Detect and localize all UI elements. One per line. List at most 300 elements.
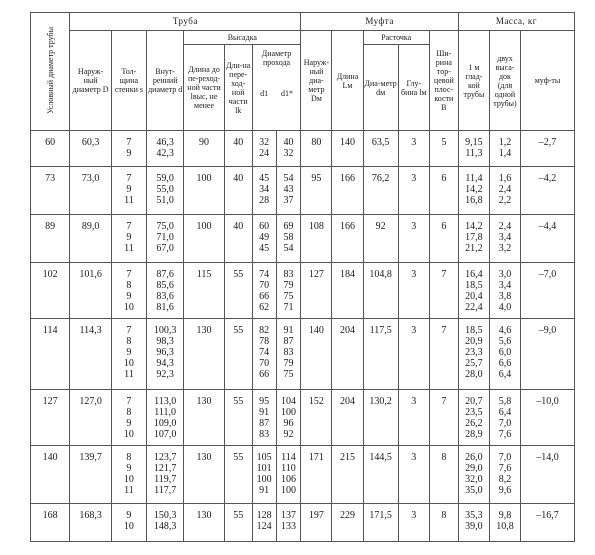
cell-value: 114 [42, 325, 58, 337]
cell-value: 3,8 [498, 291, 512, 303]
header-outer-diameter: Наруж-ный диаметр D [70, 31, 111, 131]
cell-lm [398, 503, 429, 541]
cell-value: 100 [280, 406, 296, 418]
cell-value: 3 [411, 451, 417, 463]
cell-value: 7,6 [498, 428, 512, 440]
cell-value: 26,2 [465, 417, 483, 429]
cell-d [147, 131, 184, 167]
cell-s [111, 445, 146, 503]
cell-value: 166 [339, 173, 355, 185]
cell-m2 [489, 263, 520, 319]
cell-d [147, 503, 184, 541]
cell-l2 [224, 445, 252, 503]
cell-d1s [276, 131, 301, 167]
cell-m3 [521, 215, 575, 263]
cell-value: 89 [45, 221, 56, 233]
cell-d1 [252, 389, 276, 445]
cell-value: 42,3 [156, 148, 174, 159]
cell-value: 40 [283, 137, 294, 148]
header-recess: Расточка [363, 31, 429, 45]
cell-value: 21,2 [465, 243, 483, 255]
cell-value: 9 [126, 232, 132, 244]
cell-value: 140 [339, 137, 355, 148]
cell-d [147, 167, 184, 215]
cell-value: –4,4 [538, 221, 557, 233]
cell-value: 69 [283, 221, 294, 233]
cell-value: 28 [259, 195, 270, 207]
cell-value: 9 [126, 184, 132, 196]
cell-value: 3 [411, 395, 417, 407]
cell-value: 117,7 [154, 484, 177, 496]
cell-value: 130 [196, 325, 212, 337]
cell-l2 [224, 503, 252, 541]
cell-value: 9 [126, 462, 132, 474]
table-row [31, 263, 575, 319]
cell-D [70, 263, 111, 319]
cell-value: 10 [123, 428, 134, 440]
cell-D [70, 389, 111, 445]
cell-m2 [489, 131, 520, 167]
cell-value: –4,2 [538, 173, 557, 185]
cell-value: 109,0 [153, 417, 177, 429]
cell-value: 100 [280, 484, 296, 496]
cell-value: 83 [283, 269, 294, 281]
cell-B [429, 215, 458, 263]
header-bore-diameter: Диаметр прохода d1 d1* [252, 45, 301, 131]
cell-value: 25,7 [465, 358, 483, 370]
table-body [31, 131, 575, 542]
cell-d [147, 389, 184, 445]
cell-value: 101,6 [79, 269, 102, 281]
cell-l1 [184, 503, 224, 541]
header-upset: Высадка [184, 31, 301, 45]
cell-value: 3,0 [498, 269, 512, 281]
cell-value: 3,2 [498, 243, 512, 255]
cell-value: 10 [123, 520, 134, 532]
cell-value: 60,3 [81, 137, 100, 148]
cell-dm [363, 445, 398, 503]
cell-m1 [458, 389, 489, 445]
cell-value: 2,2 [498, 195, 512, 207]
cell-value: 35,3 [465, 509, 483, 521]
cell-value: 144,5 [369, 451, 392, 463]
table-row [31, 389, 575, 445]
cell-value: 9 [126, 291, 132, 303]
cell-value: 54 [283, 243, 294, 255]
cell-d [147, 263, 184, 319]
cell-value: 10 [123, 302, 134, 314]
cell-value: 60 [45, 137, 56, 148]
cell-value: 96 [283, 417, 294, 429]
cell-value: –16,7 [536, 509, 559, 521]
cell-value: 108 [308, 221, 324, 233]
cell-value: 8 [126, 280, 132, 292]
cell-value: 5,6 [498, 336, 512, 348]
cell-m3 [521, 389, 575, 445]
cell-value: 85,6 [156, 280, 174, 292]
cell-value: 127 [308, 269, 324, 281]
cell-value: 55 [233, 269, 244, 281]
cell-value: 87 [259, 417, 270, 429]
cell-value: 17,8 [465, 232, 483, 244]
cell-value: 7,0 [498, 417, 512, 429]
cell-value: 11 [124, 243, 134, 255]
cell-l2 [224, 263, 252, 319]
cell-value: 55 [233, 395, 244, 407]
cell-lm [398, 445, 429, 503]
cell-value: –14,0 [536, 451, 559, 463]
cell-value: 5 [441, 137, 447, 148]
cell-Dm [301, 215, 332, 263]
cell-value: 171,5 [369, 509, 392, 521]
cell-value: 137 [280, 509, 296, 521]
cell-value: 75,0 [156, 221, 174, 233]
cell-value: 171 [308, 451, 324, 463]
cell-d1 [252, 445, 276, 503]
cell-m3 [521, 263, 575, 319]
cell-d1s [276, 319, 301, 389]
cell-value: 74 [259, 347, 270, 359]
cell-value: 76,2 [371, 173, 390, 185]
cell-value: 7 [441, 325, 447, 337]
header-d1: d1 [260, 89, 269, 98]
cell-value: 55 [233, 509, 244, 521]
cell-value: 4,0 [498, 302, 512, 314]
cell-value: 10 [123, 358, 134, 370]
cell-value: 40 [233, 221, 244, 233]
cell-value: 127 [42, 395, 58, 407]
cell-value: 148,3 [153, 520, 177, 532]
cell-value: 130,2 [369, 395, 392, 407]
cell-value: 55,0 [156, 184, 174, 196]
cell-d1 [252, 319, 276, 389]
cell-value: 111,0 [154, 406, 177, 418]
cell-d1s [276, 263, 301, 319]
cell-value: 128 [256, 509, 272, 521]
cell-value: 54 [283, 173, 294, 185]
cell-l2 [224, 167, 252, 215]
header-d1-star: d1* [280, 89, 293, 98]
cell-value: 32,0 [465, 473, 483, 485]
cell-value: 5,8 [498, 395, 512, 407]
cell-value: 110 [281, 462, 296, 474]
cell-value: 114 [281, 451, 296, 463]
cell-value: 152 [308, 395, 324, 407]
cell-value: 55 [233, 451, 244, 463]
cell-m3 [521, 167, 575, 215]
cell-value: 6 [441, 173, 447, 185]
cell-value: 59,0 [156, 173, 174, 185]
cell-value: 78 [259, 336, 270, 348]
cell-Lm [332, 263, 363, 319]
cell-value: 63,5 [371, 137, 390, 148]
cell-lm [398, 215, 429, 263]
cell-value: 79 [283, 358, 294, 370]
cell-value: 7 [126, 395, 132, 407]
cell-D [70, 319, 111, 389]
cell-value: 197 [308, 509, 324, 521]
cell-value: 20,9 [465, 336, 483, 348]
cell-value: 10 [123, 473, 134, 485]
cell-value: 91 [283, 325, 294, 337]
cell-value: 71 [283, 302, 294, 314]
cell-value: 18,5 [465, 280, 483, 292]
header-mass: Масса, кг [458, 13, 574, 31]
cell-m3 [521, 131, 575, 167]
cell-value: 113,0 [154, 395, 177, 407]
cell-dm [363, 319, 398, 389]
cell-l1 [184, 263, 224, 319]
cell-value: 91 [259, 484, 270, 496]
cell-value: 121,7 [153, 462, 177, 474]
cell-value: 9 [126, 347, 132, 359]
cell-value: 94,3 [156, 358, 174, 370]
cell-value: 91 [259, 406, 270, 418]
cell-lm [398, 319, 429, 389]
cell-value: 115 [196, 269, 212, 281]
cell-d1 [252, 215, 276, 263]
cell-value: 66 [259, 291, 270, 303]
cell-value: 14,2 [465, 221, 483, 233]
cell-value: 92 [283, 428, 294, 440]
cell-value: 39,0 [465, 520, 483, 532]
cell-value: 7 [126, 269, 132, 281]
cell-D [70, 503, 111, 541]
cell-nom [31, 263, 70, 319]
cell-value: –7,0 [538, 269, 557, 281]
header-face-width: Ши-рина тор-цевой плос-кости B [429, 31, 458, 131]
cell-value: 9 [126, 509, 132, 521]
cell-m2 [489, 389, 520, 445]
cell-value: 46,3 [156, 137, 174, 148]
cell-value: 215 [339, 451, 355, 463]
cell-value: 28,9 [465, 428, 483, 440]
cell-lm [398, 167, 429, 215]
cell-value: 6,0 [498, 347, 512, 359]
cell-B [429, 263, 458, 319]
table-row [31, 319, 575, 389]
cell-value: 9,15 [465, 137, 483, 148]
cell-s [111, 131, 146, 167]
table-row [31, 445, 575, 503]
pipe-dimensions-table [30, 12, 575, 542]
cell-value: 140 [308, 325, 324, 337]
cell-Dm [301, 167, 332, 215]
cell-value: 168,3 [79, 509, 102, 521]
cell-value: 104 [280, 395, 296, 407]
cell-value: 95 [259, 395, 270, 407]
cell-dm [363, 503, 398, 541]
table-row [31, 167, 575, 215]
cell-value: 3 [411, 509, 417, 521]
cell-value: 133 [280, 520, 296, 532]
cell-value: 9,6 [498, 484, 512, 496]
cell-value: 73,0 [81, 173, 100, 185]
cell-m1 [458, 131, 489, 167]
cell-m1 [458, 263, 489, 319]
cell-B [429, 389, 458, 445]
cell-value: 8,2 [498, 473, 512, 485]
cell-value: 96,3 [156, 347, 174, 359]
cell-value: 204 [339, 325, 355, 337]
cell-value: 229 [339, 509, 355, 521]
cell-value: 11,3 [465, 148, 483, 159]
cell-value: 7 [126, 221, 132, 233]
cell-value: 102 [42, 269, 58, 281]
cell-m2 [489, 503, 520, 541]
cell-value: 16,8 [465, 195, 483, 207]
cell-value: 16,4 [465, 269, 483, 281]
cell-lm [398, 263, 429, 319]
cell-value: 22,4 [465, 302, 483, 314]
header-transition-length: Дли-на пере-ход-ной части lk [224, 45, 252, 131]
cell-d1s [276, 503, 301, 541]
cell-value: 51,0 [156, 195, 174, 207]
cell-lm [398, 389, 429, 445]
cell-value: 139,7 [79, 451, 102, 463]
cell-value: 14,2 [465, 184, 483, 196]
header-length-to-transition: Длина до пе-реход-ной части lвыс, не менее [184, 45, 224, 131]
cell-l2 [224, 131, 252, 167]
cell-m1 [458, 215, 489, 263]
cell-d [147, 215, 184, 263]
cell-d [147, 445, 184, 503]
cell-Dm [301, 445, 332, 503]
cell-value: 9 [126, 148, 132, 159]
header-mass-coupling: муф-ты [521, 31, 575, 131]
cell-m1 [458, 319, 489, 389]
cell-value: 32 [283, 148, 294, 159]
cell-d1s [276, 167, 301, 215]
cell-value: 79 [283, 280, 294, 292]
cell-value: 119,7 [154, 473, 177, 485]
cell-value: 23,3 [465, 347, 483, 359]
cell-value: 28,0 [465, 369, 483, 381]
cell-m1 [458, 445, 489, 503]
cell-Dm [301, 319, 332, 389]
cell-m2 [489, 215, 520, 263]
cell-value: 1,4 [498, 148, 512, 159]
cell-value: 100 [196, 173, 212, 185]
cell-l2 [224, 319, 252, 389]
cell-value: 32 [259, 137, 270, 148]
cell-value: 7 [126, 325, 132, 337]
cell-d1 [252, 263, 276, 319]
cell-value: 83,6 [156, 291, 174, 303]
cell-value: 101 [256, 462, 272, 474]
cell-Lm [332, 319, 363, 389]
cell-value: 87 [283, 336, 294, 348]
cell-value: 24 [259, 148, 270, 159]
cell-value: 90 [199, 137, 210, 148]
cell-Lm [332, 215, 363, 263]
cell-value: 100,3 [153, 325, 177, 337]
cell-value: 8 [126, 406, 132, 418]
cell-nom [31, 389, 70, 445]
cell-value: 7,0 [498, 451, 512, 463]
table-row [31, 503, 575, 541]
cell-value: 43 [283, 184, 294, 196]
cell-value: –10,0 [536, 395, 559, 407]
cell-d1s [276, 445, 301, 503]
cell-D [70, 131, 111, 167]
cell-value: 20,4 [465, 291, 483, 303]
cell-value: 2,4 [498, 184, 512, 196]
cell-s [111, 503, 146, 541]
cell-value: 8 [441, 451, 447, 463]
cell-value: 83 [283, 347, 294, 359]
cell-value: 1,2 [498, 137, 512, 148]
header-mass-upsets: двух выса-док (для одной трубы) [489, 31, 520, 131]
cell-B [429, 131, 458, 167]
cell-l2 [224, 389, 252, 445]
cell-value: 3 [411, 173, 417, 185]
cell-value: 11,4 [465, 173, 483, 185]
cell-nom [31, 319, 70, 389]
cell-value: 2,4 [498, 221, 512, 233]
cell-value: –9,0 [538, 325, 557, 337]
cell-value: 168 [42, 509, 58, 521]
cell-value: 107,0 [153, 428, 177, 440]
cell-value: 83 [259, 428, 270, 440]
cell-dm [363, 167, 398, 215]
cell-m1 [458, 167, 489, 215]
cell-value: 124 [256, 520, 272, 532]
cell-value: 3 [411, 221, 417, 233]
cell-dm [363, 131, 398, 167]
cell-value: 98,3 [156, 336, 174, 348]
cell-value: 7 [126, 137, 132, 148]
cell-value: 73 [45, 173, 56, 185]
cell-d1 [252, 131, 276, 167]
cell-value: 9,8 [498, 509, 512, 521]
cell-d1s [276, 215, 301, 263]
cell-value: 81,6 [156, 302, 174, 314]
cell-s [111, 167, 146, 215]
cell-value: 104,8 [369, 269, 392, 281]
cell-lm [398, 131, 429, 167]
cell-s [111, 263, 146, 319]
cell-value: 18,5 [465, 325, 483, 337]
table-header [31, 13, 575, 131]
cell-value: 82 [259, 325, 270, 337]
cell-dm [363, 263, 398, 319]
cell-value: 67,0 [156, 243, 174, 255]
cell-B [429, 319, 458, 389]
cell-value: 74 [259, 269, 270, 281]
cell-nom [31, 131, 70, 167]
cell-s [111, 319, 146, 389]
cell-dm [363, 215, 398, 263]
cell-value: 10,8 [496, 520, 514, 532]
cell-value: 150,3 [153, 509, 177, 521]
cell-m2 [489, 167, 520, 215]
cell-value: 11 [124, 195, 134, 207]
cell-m3 [521, 445, 575, 503]
cell-value: 3 [411, 269, 417, 281]
cell-value: 7 [441, 269, 447, 281]
cell-value: 130 [196, 395, 212, 407]
cell-value: 58 [283, 232, 294, 244]
cell-l1 [184, 131, 224, 167]
cell-nom [31, 167, 70, 215]
cell-value: 11 [124, 369, 134, 381]
cell-value: 127,0 [79, 395, 102, 407]
cell-d1 [252, 503, 276, 541]
cell-value: 45 [259, 243, 270, 255]
cell-l2 [224, 215, 252, 263]
cell-value: 20,7 [465, 395, 483, 407]
